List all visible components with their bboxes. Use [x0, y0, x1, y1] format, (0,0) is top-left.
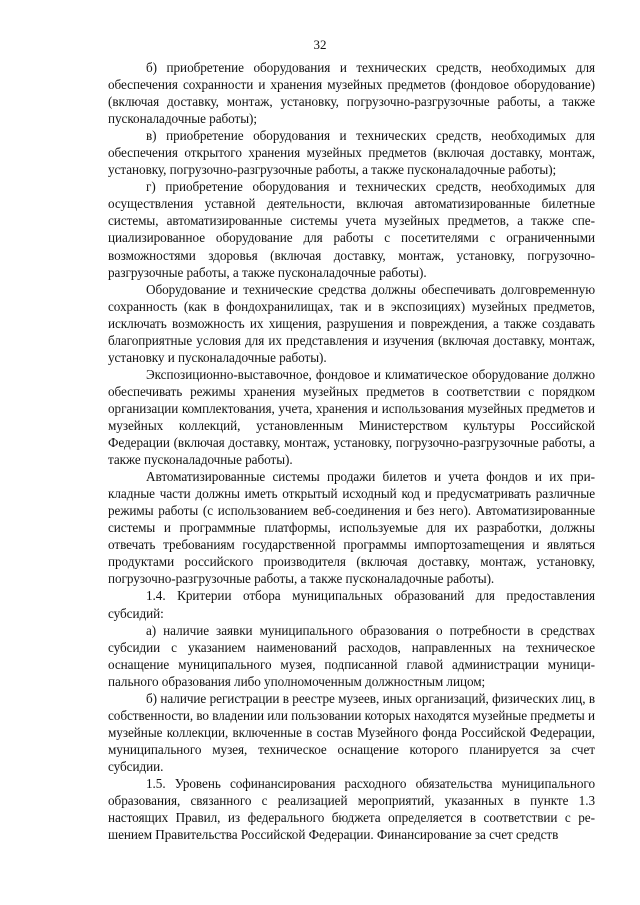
document-body: [108, 59, 595, 843]
paragraph-a-application: а) наличие заявки муниципального образования о потребности в средствах субсидии с указанием наименований расходов, направленных на техническое оснащение муниципального музея, подписанной главой администрации муниципального образования либо уполномоченным должностным лицом;: [108, 622, 595, 689]
paragraph-b-equipment-storage: б) приобретение оборудования и технических средств, необходимых для обеспечения сохранности и хранения музейных предметов (фондовое оборудование) (включая доставку, монтаж, установку, погрузочно-разгрузочные работы, а также пусконаладочные работы);: [108, 60, 595, 127]
paragraph-equipment-requirements: Оборудование и технические средства должны обеспечивать долговременную сохранность (как в фондохранилищах, так и в экспозициях) музейных предметов, исключать возможность их хищения, разрушения и повреждения, а также создавать благоприятные условия для их представления и изучения (включая доставку, монтаж, установку и пусконаладочные работы).: [108, 281, 595, 365]
paragraph-exhibition-equipment: Экспозиционно-выставочное, фондовое и климатическое оборудование должно обеспечивать режимы хранения музейных предметов в соответствии с порядком организации комплектования, учета, хранения и использования музейных предметов и музейных коллекций, установленным Министерством культуры Российской Федерации (включая доставку, монтаж, установку, погрузочно-разгрузочные работы, а также пусконаладочные работы).: [108, 366, 595, 468]
paragraph-1-4-selection-criteria: 1.4. Критерии отбора муниципальных образований для предоставления субсидий:: [108, 588, 595, 621]
page-number: 32: [313, 37, 327, 52]
paragraph-g-statutory-activity: г) приобретение оборудования и технических средств, необходимых для осуществления уставной деятельности, включая автоматизированные билетные системы, автоматизированные системы учета музейных предметов, а также специализированное оборудование для работы с посетителями с ограниченными возможностями здоровья (включая доставку, монтаж, установку, погрузочно-разгрузочные работы, а также пусконаладочные работы).: [108, 179, 595, 280]
paragraph-automated-systems: Автоматизированные системы продажи билетов и учета фондов и их прикладные части должны иметь открытый исходный код и предусматривать различные режимы работы (с использованием веб-соединения и без него). Автоматизированные системы и программные платформы, используемые для их разработки, должны отвечать требованиям государственной программы импортозаmещения и являться продуктами российского производителя (включая доставку, монтаж, установку, погрузочно-разгрузочные работы, а также пусконаладочные работы).: [108, 469, 595, 587]
paragraph-v-open-storage: в) приобретение оборудования и технических средств, необходимых для обеспечения открытого хранения музейных предметов (включая доставку, монтаж, установку, погрузочно-разгрузочные работы, а также пусконаладочные работы);: [108, 128, 595, 178]
paragraph-b-registration: б) наличие регистрации в реестре музеев, иных организаций, физических лиц, в собственности, во владении или пользовании которых находятся музейные предметы и музейные коллекции, включенные в состав Музейного фонда Российской Федерации, муниципального музея, техническое оснащение которого планируется за счет субсидии.: [108, 690, 595, 774]
paragraph-1-5-cofinancing: 1.5. Уровень софинансирования расходного обязательства муниципального образования, связанного с реализацией мероприятий, указанных в пункте 1.3 настоящих Правил, из федерального бюджета определяется в соответствии с решением Правительства Российской Федерации. Финансирование за счет средств: [108, 775, 595, 843]
